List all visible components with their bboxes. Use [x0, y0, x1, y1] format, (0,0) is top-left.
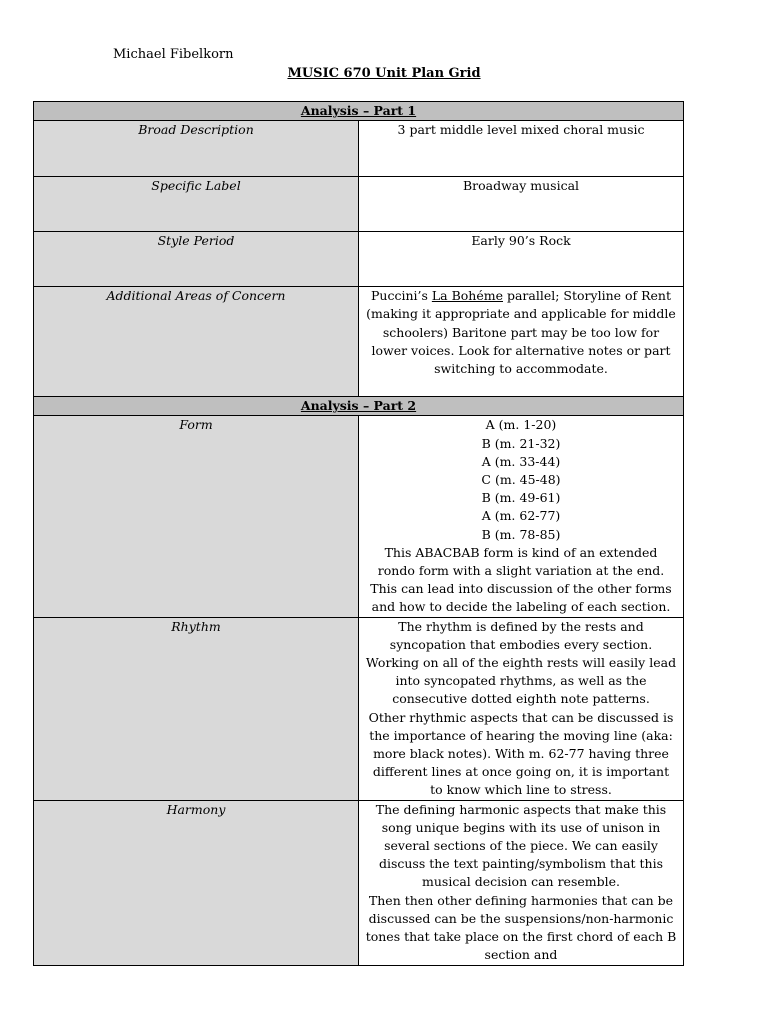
row-label-specific-label: Specific Label — [34, 177, 359, 232]
table-row — [34, 287, 684, 397]
opera-title: La Bohéme — [431, 288, 503, 304]
row-label-broad-description: Broad Description — [34, 121, 359, 177]
form-section: A (m. 33-44) — [481, 453, 561, 469]
row-label-form: Form — [34, 416, 359, 617]
section-header-part-2 — [34, 397, 684, 416]
row-label-harmony: Harmony — [34, 800, 359, 965]
rhythm-paragraph: Working on all of the eighth rests will easily lead into syncopated rhythms, as well as the consecutive dotted eighth note patterns. — [365, 655, 677, 707]
concern-text-rest: parallel; Storyline of Rent (making it appropriate and applicable for middle schoolers) Baritone part may be too low for lower voices. Look for alternative notes or part switching to accommodate. — [366, 288, 676, 377]
unit-plan-grid — [33, 101, 684, 966]
author-name: Michael Fibelkorn — [113, 47, 234, 62]
harmony-paragraph: Then then other defining harmonies that can be discussed can be the suspensions/non-harmonic tones that take place on the first chord of each B section and — [365, 892, 677, 963]
harmony-paragraph: The defining harmonic aspects that make this song unique begins with its use of unison in several sections of the piece. We can easily discuss the text painting/symbolism that this musical decision can resemble. — [375, 801, 667, 890]
table-row — [34, 416, 684, 617]
table-row — [34, 800, 684, 965]
concern-text-start: Puccini’s — [370, 288, 432, 304]
form-section: B (m. 49-61) — [481, 490, 561, 506]
row-label-rhythm: Rhythm — [34, 617, 359, 800]
row-value-harmony — [359, 800, 684, 965]
form-section: B (m. 78-85) — [481, 526, 561, 542]
rhythm-paragraph: The rhythm is defined by the rests and syncopation that embodies every section. — [389, 618, 653, 652]
table-row — [34, 232, 684, 287]
row-value-style-period: Early 90’s Rock — [359, 232, 684, 287]
row-value-form — [359, 416, 684, 617]
table-row — [34, 177, 684, 232]
section-header-part-1 — [34, 102, 684, 121]
row-label-style-period: Style Period — [34, 232, 359, 287]
form-section: A (m. 62-77) — [481, 508, 561, 524]
row-value-rhythm — [359, 617, 684, 800]
rhythm-paragraph: Other rhythmic aspects that can be discussed is the importance of hearing the moving line (aka: more black notes). With m. 62-77 having three different lines at once going on, it is important to know which line to stress. — [368, 709, 674, 798]
table-row — [34, 617, 684, 800]
form-section: C (m. 45-48) — [481, 472, 561, 488]
row-value-broad-description: 3 part middle level mixed choral music — [359, 121, 684, 177]
table-row — [34, 121, 684, 177]
row-label-areas-of-concern: Additional Areas of Concern — [34, 287, 359, 397]
part-2-heading: Analysis – Part 2 — [34, 397, 684, 416]
form-section: A (m. 1-20) — [485, 417, 557, 433]
row-value-specific-label: Broadway musical — [359, 177, 684, 232]
document-title: MUSIC 670 Unit Plan Grid — [287, 66, 481, 81]
part-1-heading: Analysis – Part 1 — [34, 102, 684, 121]
row-value-areas-of-concern — [359, 287, 684, 397]
form-description: This ABACBAB form is kind of an extended rondo form with a slight variation at the end. This can lead into discussion of the other forms and how to decide the labeling of each section. — [370, 544, 672, 615]
form-section: B (m. 21-32) — [481, 435, 561, 451]
